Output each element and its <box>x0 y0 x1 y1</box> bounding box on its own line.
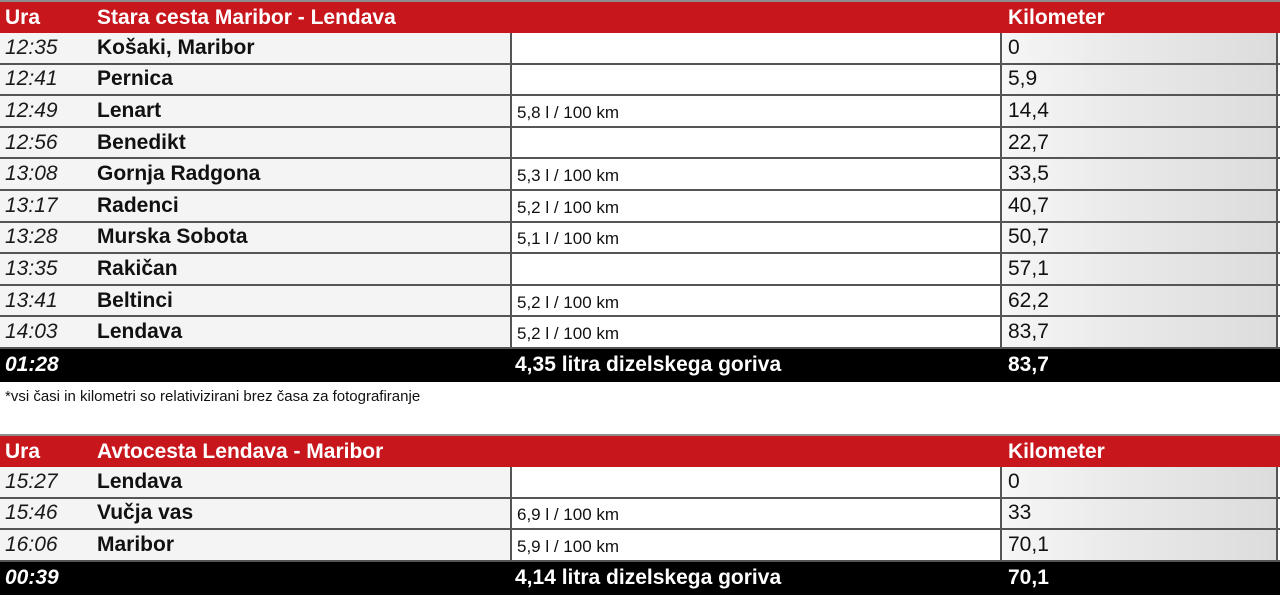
table-row <box>0 317 1280 349</box>
table-row <box>0 33 1280 65</box>
place-cell: Murska Sobota <box>93 223 510 253</box>
time-cell: 15:27 <box>0 467 93 497</box>
km-cell: 70,1 <box>1002 530 1278 560</box>
total-km: 83,7 <box>1008 353 1049 377</box>
table-row <box>0 530 1280 562</box>
route-table-highway <box>0 434 1280 595</box>
time-cell: 15:46 <box>0 499 93 529</box>
fuel-cell <box>510 467 1002 497</box>
total-row <box>0 349 1280 382</box>
km-cell: 57,1 <box>1002 254 1278 284</box>
header-route-title: Stara cesta Maribor - Lendava <box>97 5 396 29</box>
table-row <box>0 159 1280 191</box>
header-route-title: Avtocesta Lendava - Maribor <box>97 439 384 463</box>
place-cell: Rakičan <box>93 254 510 284</box>
km-cell: 0 <box>1002 467 1278 497</box>
fuel-cell: 5,2 l / 100 km <box>510 191 1002 221</box>
time-cell: 13:28 <box>0 223 93 253</box>
km-cell: 33,5 <box>1002 159 1278 189</box>
table-header <box>0 434 1280 467</box>
km-cell: 0 <box>1002 33 1278 63</box>
fuel-cell: 5,9 l / 100 km <box>510 530 1002 560</box>
total-km: 70,1 <box>1008 566 1049 590</box>
place-cell: Maribor <box>93 530 510 560</box>
table-row <box>0 286 1280 318</box>
km-cell: 83,7 <box>1002 317 1278 347</box>
place-cell: Košaki, Maribor <box>93 33 510 63</box>
fuel-cell: 5,3 l / 100 km <box>510 159 1002 189</box>
total-fuel: 4,35 litra dizelskega goriva <box>515 353 782 377</box>
place-cell: Lendava <box>93 317 510 347</box>
time-cell: 13:35 <box>0 254 93 284</box>
time-cell: 13:17 <box>0 191 93 221</box>
place-cell: Benedikt <box>93 128 510 158</box>
time-cell: 12:49 <box>0 96 93 126</box>
table-row <box>0 96 1280 128</box>
table-body <box>0 467 1280 562</box>
place-cell: Beltinci <box>93 286 510 316</box>
header-time: Ura <box>5 5 41 29</box>
time-cell: 12:56 <box>0 128 93 158</box>
km-cell: 33 <box>1002 499 1278 529</box>
fuel-cell <box>510 65 1002 95</box>
header-km: Kilometer <box>1008 5 1105 29</box>
place-cell: Gornja Radgona <box>93 159 510 189</box>
total-row <box>0 562 1280 595</box>
km-cell: 22,7 <box>1002 128 1278 158</box>
place-cell: Lendava <box>93 467 510 497</box>
fuel-cell: 5,8 l / 100 km <box>510 96 1002 126</box>
time-cell: 13:08 <box>0 159 93 189</box>
place-cell: Pernica <box>93 65 510 95</box>
fuel-cell: 5,2 l / 100 km <box>510 317 1002 347</box>
table-body <box>0 33 1280 349</box>
header-km: Kilometer <box>1008 439 1105 463</box>
total-time: 01:28 <box>5 353 59 377</box>
total-fuel: 4,14 litra dizelskega goriva <box>515 566 782 590</box>
fuel-cell: 5,1 l / 100 km <box>510 223 1002 253</box>
km-cell: 62,2 <box>1002 286 1278 316</box>
fuel-cell: 5,2 l / 100 km <box>510 286 1002 316</box>
fuel-cell <box>510 254 1002 284</box>
table-row <box>0 65 1280 97</box>
fuel-cell <box>510 128 1002 158</box>
time-cell: 13:41 <box>0 286 93 316</box>
fuel-cell <box>510 33 1002 63</box>
table-row <box>0 254 1280 286</box>
km-cell: 5,9 <box>1002 65 1278 95</box>
table-row <box>0 499 1280 531</box>
time-cell: 12:41 <box>0 65 93 95</box>
place-cell: Radenci <box>93 191 510 221</box>
table-header <box>0 0 1280 33</box>
km-cell: 40,7 <box>1002 191 1278 221</box>
km-cell: 14,4 <box>1002 96 1278 126</box>
km-cell: 50,7 <box>1002 223 1278 253</box>
header-time: Ura <box>5 439 41 463</box>
place-cell: Vučja vas <box>93 499 510 529</box>
table-row <box>0 223 1280 255</box>
table-row <box>0 128 1280 160</box>
footnote: *vsi časi in kilometri so relativizirani brez časa za fotografiranje <box>5 388 421 405</box>
table-row <box>0 191 1280 223</box>
time-cell: 14:03 <box>0 317 93 347</box>
time-cell: 12:35 <box>0 33 93 63</box>
total-time: 00:39 <box>5 566 59 590</box>
place-cell: Lenart <box>93 96 510 126</box>
table-row <box>0 467 1280 499</box>
fuel-cell: 6,9 l / 100 km <box>510 499 1002 529</box>
time-cell: 16:06 <box>0 530 93 560</box>
